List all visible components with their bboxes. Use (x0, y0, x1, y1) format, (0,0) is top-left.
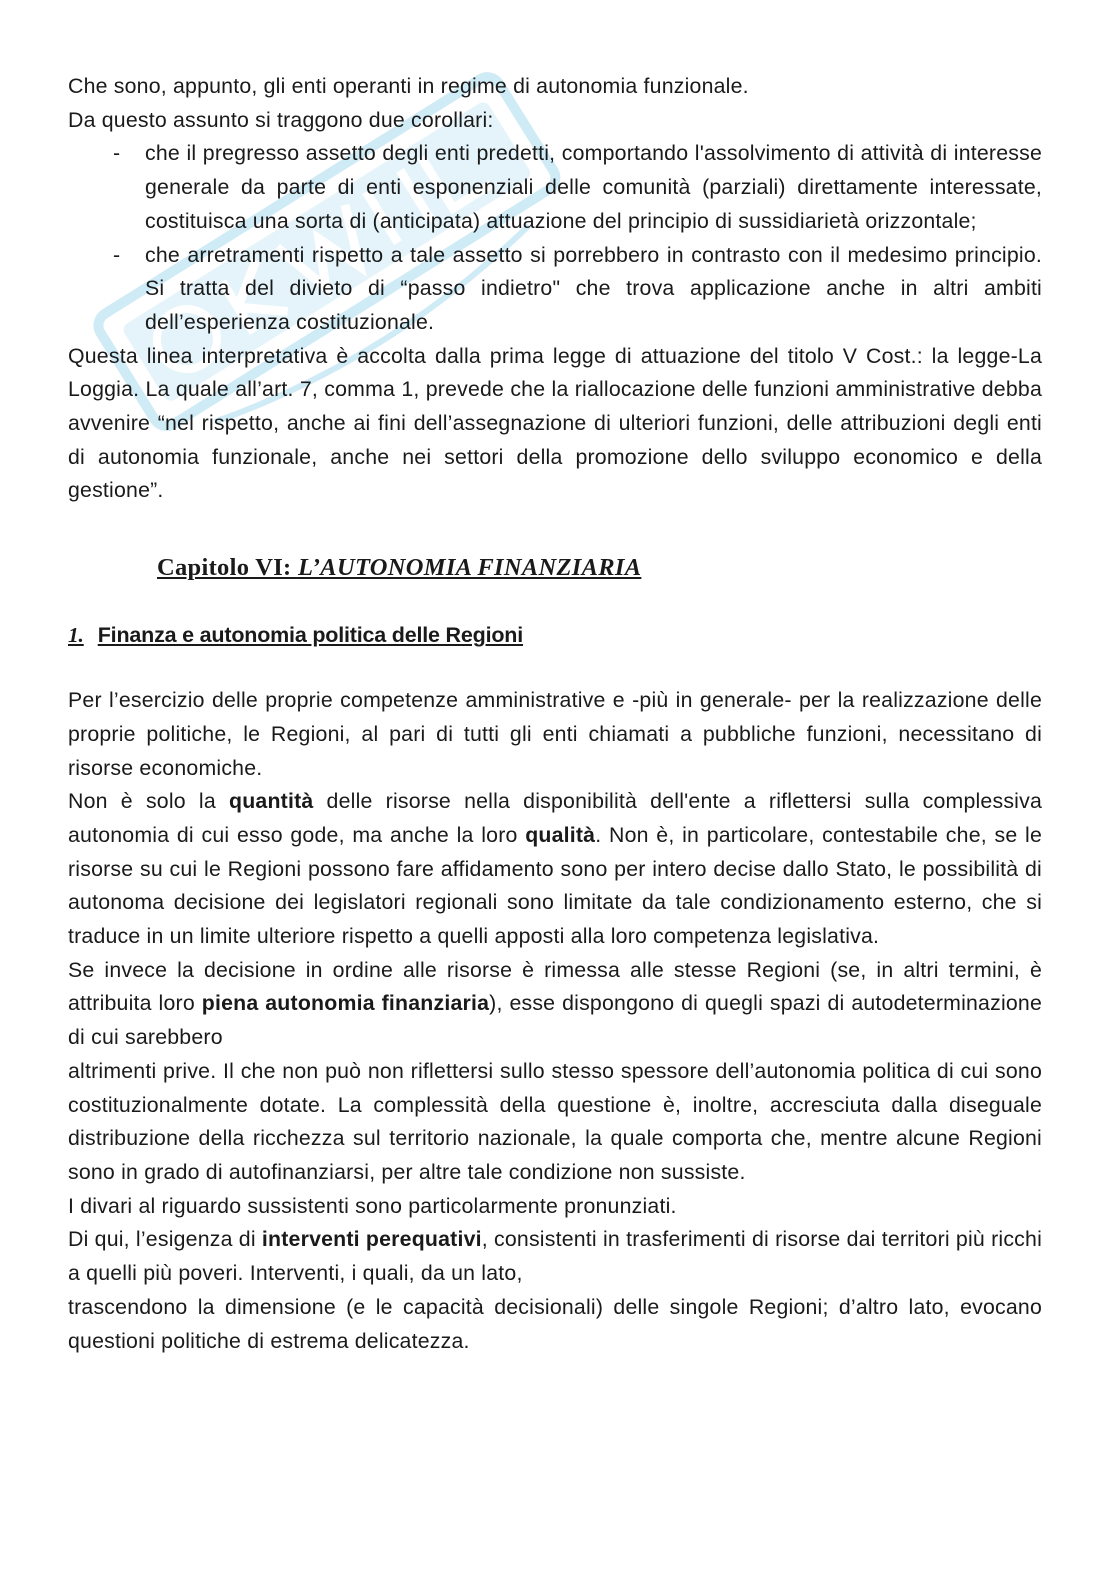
text-run: . Non è, in particolare, contestabile che, se le risorse su cui le Regioni possono fare affidamento sono per intero decise dallo Stato, le possibilità di autonoma decisione dei legislatori regionali sono limitate da tale condizionamento esterno, che si traduce in un limite ulteriore rispetto a quelli apposti alla loro competenza legislativa. (68, 822, 1042, 949)
section-heading (68, 618, 1042, 652)
dash-bullet: - (113, 141, 121, 166)
body-paragraph-3 (68, 954, 1042, 1055)
list-item (68, 137, 1042, 238)
bold-term-qualita: qualità (525, 822, 596, 847)
list-item (68, 239, 1042, 340)
body-paragraph-7: trascendono la dimensione (e le capacità decisionali) delle singole Regioni; d’altro lato, evocano questioni politiche di estrema delicatezza. (68, 1294, 1042, 1353)
bold-term-quantita: quantità (229, 789, 314, 814)
chapter-heading (157, 551, 1042, 585)
text-run: , consistenti in trasferimenti di risorse dai territori più ricchi a quelli più poveri. Interventi, i quali, da un lato, (68, 1227, 1042, 1286)
interpretation-paragraph: Questa linea interpretativa è accolta dalla prima legge di attuazione del titolo V Cost.: la legge-La Loggia. La quale all’art. 7, comma 1, prevede che la riallocazione delle funzioni amministrative debba avvenire “nel rispetto, anche ai fini dell’assegnazione di ulteriori funzioni, delle attribuzioni degli enti di autonomia funzionale, anche nei settori della promozione dello sviluppo economico e della gestione”. (68, 343, 1042, 503)
text-run: Di qui, l’esigenza di (68, 1227, 262, 1252)
corollari-list (68, 137, 1042, 339)
body-paragraph-1: Per l’esercizio delle proprie competenze amministrative e -più in generale- per la realizzazione delle proprie politiche, le Regioni, al pari di tutti gli enti chiamati a pubbliche funzioni, necessitano di risorse economiche. (68, 688, 1042, 780)
list-item-text: che il pregresso assetto degli enti predetti, comportando l'assolvimento di attività di interesse generale da parte di enti esponenziali delle comunità (parziali) direttamente interessate, costituisca una sorta di (anticipata) attuazione del principio di sussidiarietà orizzontale; (145, 141, 1042, 233)
body-paragraph-6 (68, 1223, 1042, 1290)
chapter-title: L’AUTONOMIA FINANZIARIA (297, 554, 642, 582)
body-paragraph-2 (68, 785, 1042, 954)
chapter-prefix: Capitolo VI: (157, 554, 298, 582)
body-paragraph-4: altrimenti prive. Il che non può non riflettersi sullo stesso spessore dell’autonomia politica di cui sono costituzionalmente dotate. La complessità della questione è, inoltre, accresciuta dalla diseguale distribuzione della ricchezza sul territorio nazionale, la quale comporta che, mentre alcune Regioni sono in grado di autofinanziarsi, per altre tale condizione non sussiste. (68, 1058, 1042, 1184)
dash-bullet: - (113, 242, 121, 267)
bold-term-autonomia: piena autonomia finanziaria (201, 991, 490, 1016)
text-run: Non è solo la (68, 789, 230, 814)
text-run: ), esse dispongono di quegli spazi di autodeterminazione di cui sarebbero (68, 991, 1043, 1050)
intro-line-1: Che sono, appunto, gli enti operanti in regime di autonomia funzionale. (68, 74, 749, 98)
spacer (68, 652, 1042, 684)
body-paragraph-5: I divari al riguardo sussistenti sono particolarmente pronunziati. (68, 1193, 677, 1218)
text-run: delle risorse nella disponibilità dell'ente a riflettersi sulla complessiva autonomia di cui esso gode, ma anche la loro (68, 789, 1042, 847)
section-title: Finanza e autonomia politica delle Regioni (97, 623, 523, 648)
section-number: 1. (68, 623, 84, 648)
text-run: Se invece la decisione in ordine alle risorse è rimessa alle stesse Regioni (se, in altri termini, è attribuita loro (68, 957, 1042, 1016)
list-item-text: che arretramenti rispetto a tale assetto si porrebbero in contrasto con il medesimo principio. Si tratta del divieto di “passo indietro" che trova applicazione anche in altri ambiti dell’esperienza costituzionale. (145, 242, 1042, 334)
intro-line-2: Da questo assunto si traggono due corollari: (68, 107, 494, 132)
document-page (68, 70, 1042, 1358)
bold-term-perequativi: interventi perequativi (261, 1227, 482, 1252)
